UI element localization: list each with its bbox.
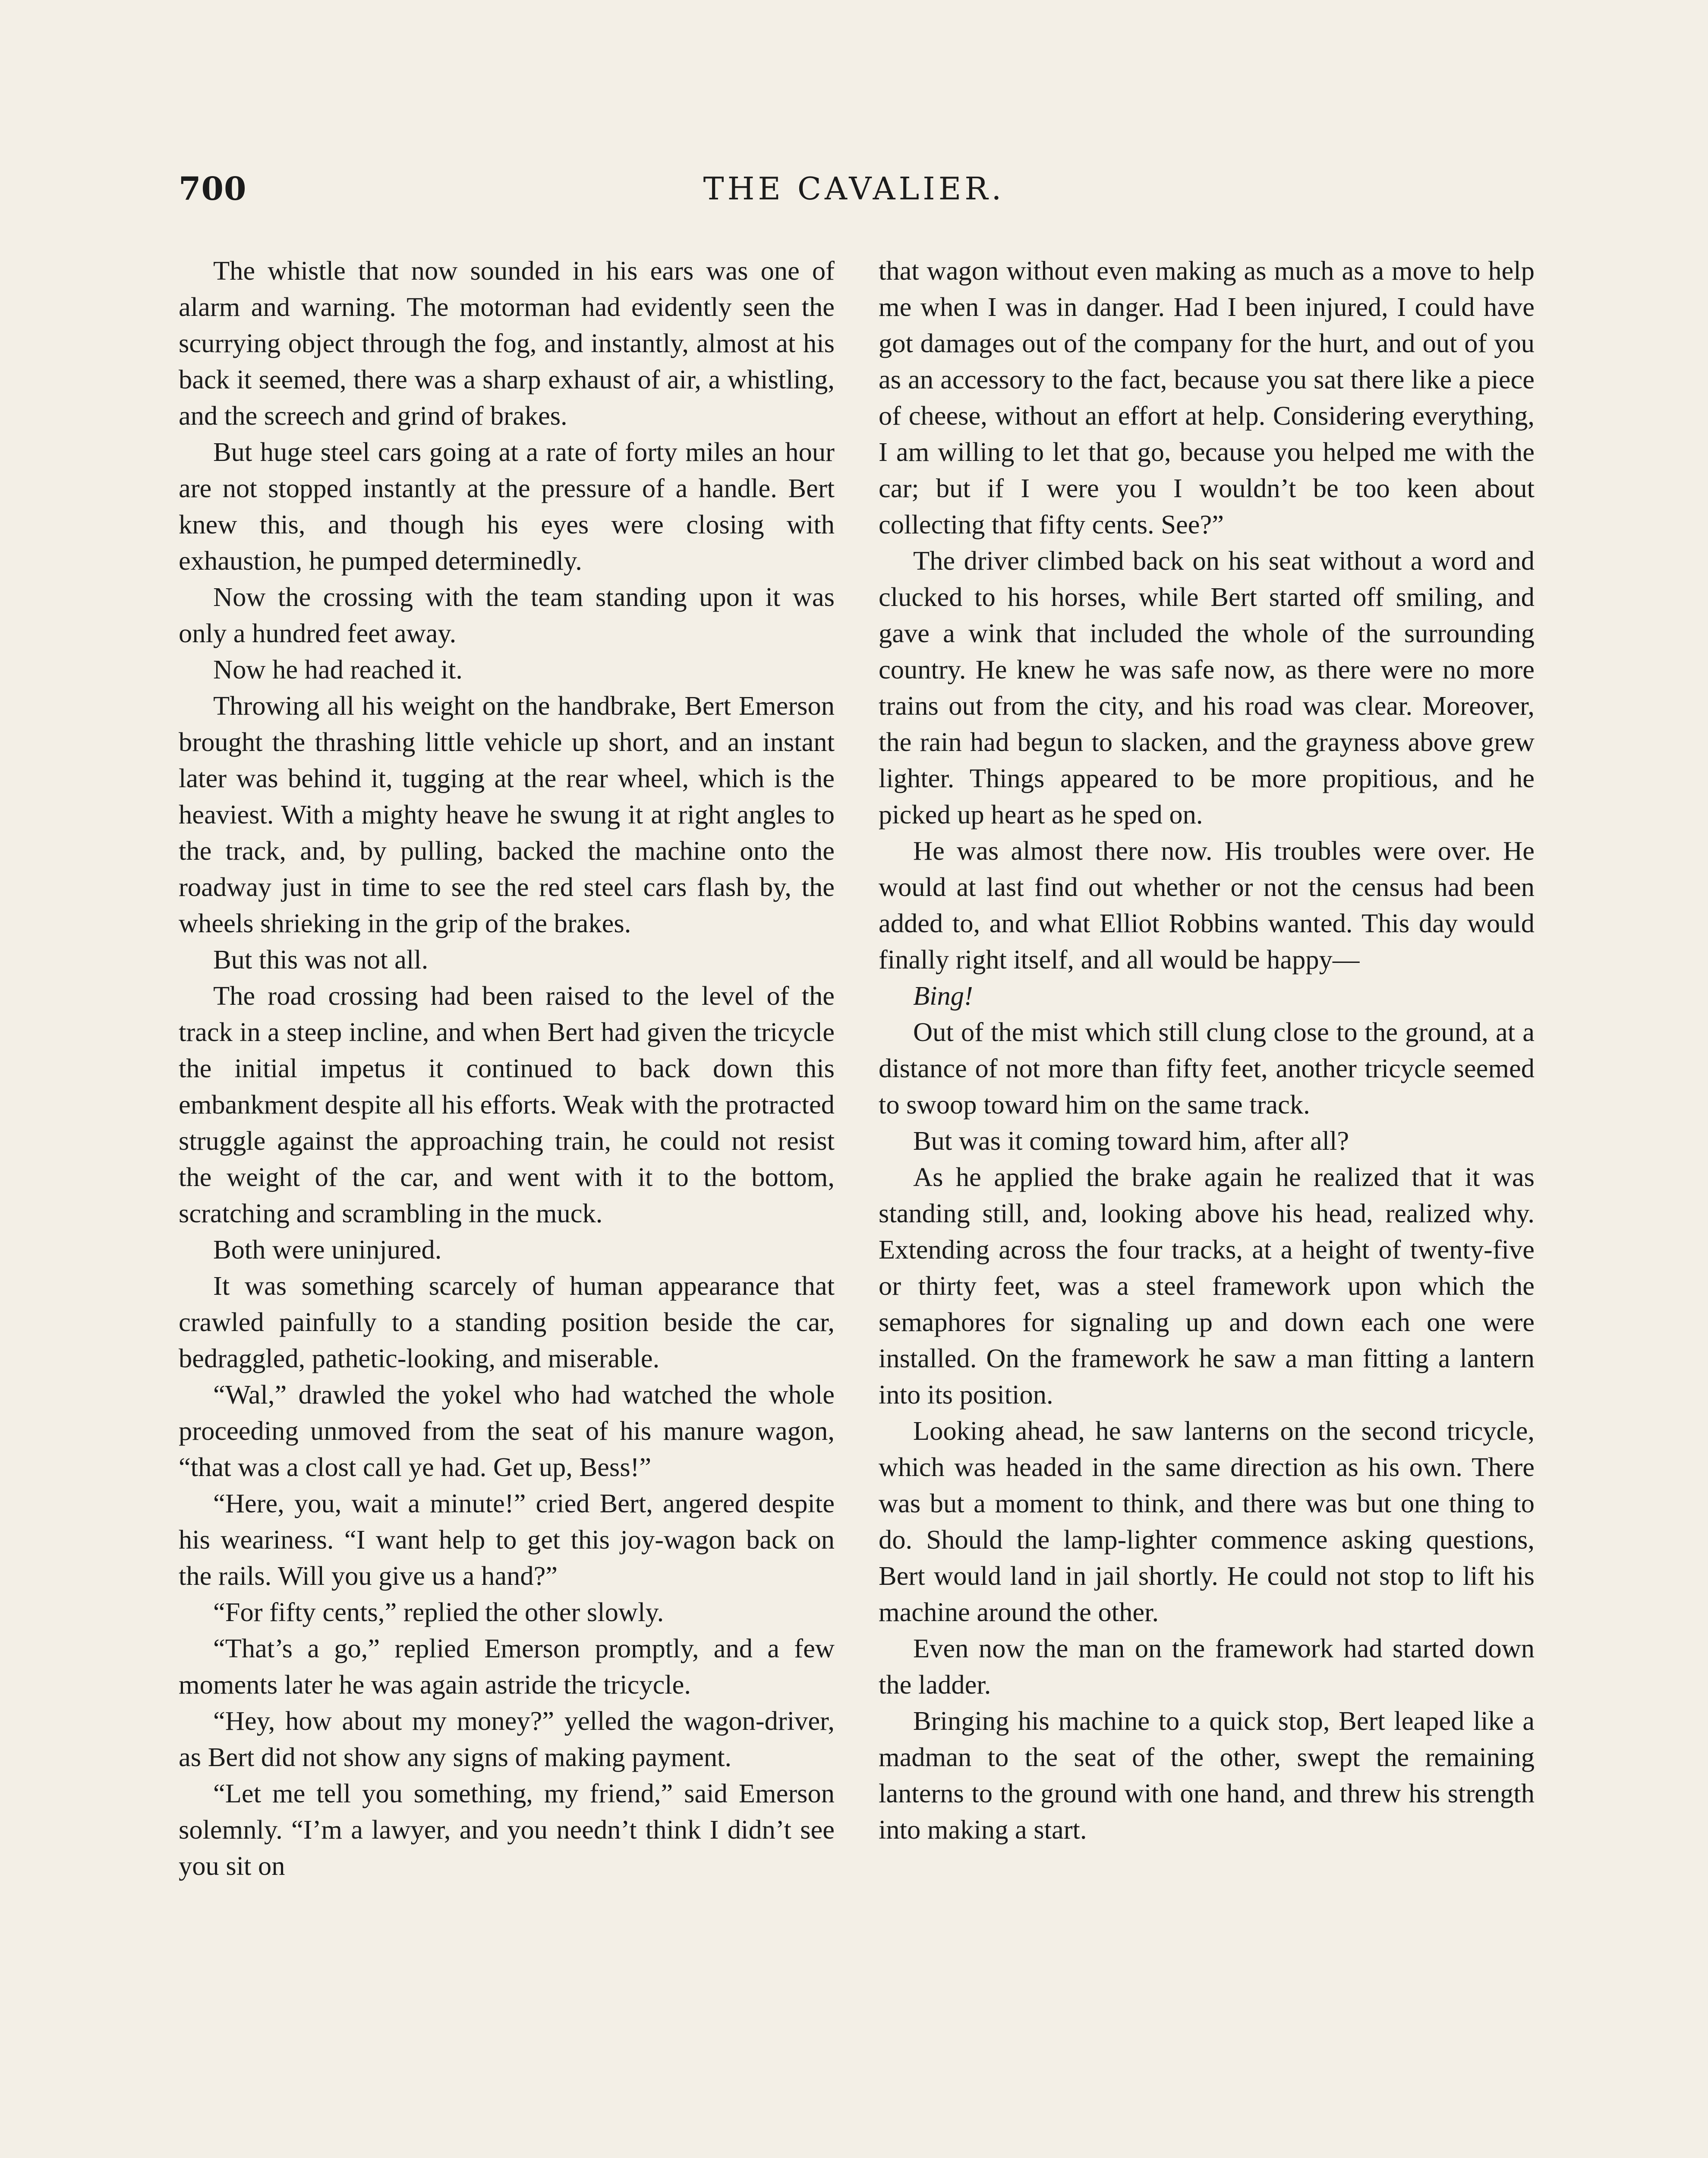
paragraph: The road crossing had been raised to the level of the track in a steep incline, and when Bert had given the tricycle the initial impetus it continued to back down this embankment despite all his efforts. Weak with the protracted struggle against the approaching train, he could not resist the weight of the car, and went with it to the bottom, scratching and scrambling in the muck. <box>179 981 835 1228</box>
paragraph: Now the crossing with the team standing upon it was only a hundred feet away. <box>179 582 835 648</box>
left-column <box>179 252 835 1884</box>
paragraph: But was it coming toward him, after all? <box>913 1126 1349 1156</box>
paragraph: “For fifty cents,” replied the other slowly. <box>213 1597 664 1627</box>
right-column <box>879 252 1535 1848</box>
paragraph: Out of the mist which still clung close to the ground, at a distance of not more than fifty feet, another tricycle seemed to swoop toward him on the same track. <box>879 1017 1535 1120</box>
paragraph: But this was not all. <box>213 944 429 975</box>
paragraph: Looking ahead, he saw lanterns on the second tricycle, which was headed in the same direction as his own. There was but a moment to think, and there was but one thing to do. Should the lamp-lighter commence asking questions, Bert would land in jail shortly. He could not stop to lift his machine around the other. <box>879 1416 1535 1627</box>
paragraph: Even now the man on the framework had started down the ladder. <box>879 1633 1535 1700</box>
paragraph: It was something scarcely of human appearance that crawled painfully to a standing position beside the car, bedraggled, pathetic-looking, and miserable. <box>179 1271 835 1373</box>
paragraph: Now he had reached it. <box>213 654 463 685</box>
paragraph: The driver climbed back on his seat without a word and clucked to his horses, while Bert started off smiling, and gave a wink that included the whole of the surrounding country. He knew he was safe now, as there were no more trains out from the city, and his road was clear. Moreover, the rain had begun to slacken, and the grayness above grew lighter. Things appeared to be more propitious, and he picked up heart as he sped on. <box>879 546 1535 830</box>
paragraph: Both were uninjured. <box>213 1234 442 1265</box>
page-header <box>179 170 1529 218</box>
magazine-title: THE CAVALIER. <box>703 170 1005 207</box>
paragraph: “Let me tell you something, my friend,” said Emerson solemnly. “I’m a lawyer, and you needn’t think I didn’t see you sit on <box>179 1778 835 1881</box>
paragraph: “Here, you, wait a minute!” cried Bert, angered despite his weariness. “I want help to get this joy-wagon back on the rails. Will you give us a hand?” <box>179 1488 835 1591</box>
paragraph: “Wal,” drawled the yokel who had watched the whole proceeding unmoved from the seat of his manure wagon, “that was a clost call ye had. Get up, Bess!” <box>179 1379 835 1482</box>
paragraph: As he applied the brake again he realized that it was standing still, and, looking above his head, realized why. Extending across the four tracks, at a height of twenty-five or thirty feet, was a steel framework upon which the semaphores for signaling up and down each one were installed. On the framework he saw a man fitting a lantern into its position. <box>879 1162 1535 1410</box>
paragraph-continuation: that wagon without even making as much as a move to help me when I was in danger. Had I been injured, I could have got damages out of the company for the hurt, and out of you as an accessory to the fact, because you sat there like a piece of cheese, without an effort at help. Considering everything, I am willing to let that go, because you helped me with the car; but if I were you I wouldn’t be too keen about collecting that fifty cents. See?” <box>879 256 1535 540</box>
paragraph: “Hey, how about my money?” yelled the wagon-driver, as Bert did not show any signs of making payment. <box>179 1706 835 1772</box>
paragraph: But huge steel cars going at a rate of forty miles an hour are not stopped instantly at the pressure of a handle. Bert knew this, and though his eyes were closing with exhaustion, he pumped determinedly. <box>179 437 835 576</box>
paragraph: Throwing all his weight on the handbrake, Bert Emerson brought the thrashing little vehicle up short, and an instant later was behind it, tugging at the rear wheel, which is the heaviest. With a mighty heave he swung it at right angles to the track, and, by pulling, backed the machine onto the roadway just in time to see the red steel cars flash by, the wheels shrieking in the grip of the brakes. <box>179 691 835 938</box>
page-number: 700 <box>179 170 247 208</box>
paragraph: The whistle that now sounded in his ears was one of alarm and warning. The motorman had evidently seen the scurrying object through the fog, and instantly, almost at his back it seemed, there was a sharp exhaust of air, a whistling, and the screech and grind of brakes. <box>179 256 835 431</box>
paragraph: “That’s a go,” replied Emerson promptly, and a few moments later he was again astride the tricycle. <box>179 1633 835 1700</box>
exclamation: Bing! <box>913 981 973 1011</box>
paragraph: Bringing his machine to a quick stop, Bert leaped like a madman to the seat of the other, swept the remaining lanterns to the ground with one hand, and threw his strength into making a start. <box>879 1706 1535 1845</box>
paragraph: He was almost there now. His troubles were over. He would at last find out whether or not the census had been added to, and what Elliot Robbins wanted. This day would finally right itself, and all would be happy— <box>879 836 1535 975</box>
